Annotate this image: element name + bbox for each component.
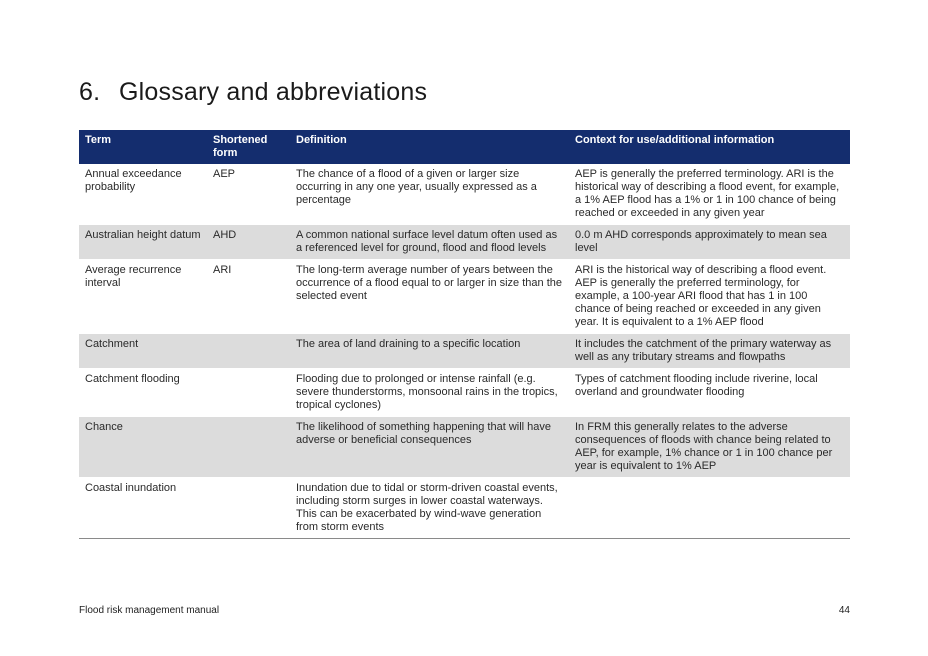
cell-definition: Inundation due to tidal or storm-driven coastal events, including storm surges in lower coastal waterways. This can be exacerbated by wind-wave generation from storm events [290, 478, 569, 539]
cell-short [207, 334, 290, 369]
header-term: Term [79, 130, 207, 164]
table-header-row [79, 130, 850, 164]
cell-context: Types of catchment flooding include riverine, local overland and groundwater flooding [569, 369, 850, 417]
footer-document-title: Flood risk management manual [79, 605, 220, 616]
cell-definition: The long-term average number of years between the occurrence of a flood equal to or larger in size than the selected event [290, 260, 569, 334]
table-row [79, 369, 850, 417]
footer-page-number: 44 [838, 605, 850, 616]
cell-term: Catchment [79, 334, 207, 369]
section-title: Glossary and abbreviations [119, 78, 428, 106]
cell-context: ARI is the historical way of describing a flood event. AEP is generally the preferred terminology, for example, a 100-year ARI flood that has 1 in 100 chance of being reached or exceeded in any given year. It is equivalent to a 1% AEP flood [569, 260, 850, 334]
cell-context: In FRM this generally relates to the adverse consequences of floods with chance being related to AEP, for example, 1% chance or 1 in 100 chance per year is equivalent to 1% AEP [569, 417, 850, 478]
header-context: Context for use/additional information [569, 130, 850, 164]
header-shortened-form: Shortened form [207, 130, 290, 164]
header-definition: Definition [290, 130, 569, 164]
cell-short: AEP [207, 164, 290, 225]
cell-short: AHD [207, 225, 290, 260]
cell-context [569, 478, 850, 539]
cell-definition: The area of land draining to a specific location [290, 334, 569, 369]
table-row [79, 478, 850, 539]
table-row [79, 164, 850, 225]
section-number: 6. [79, 78, 101, 106]
cell-term: Annual exceedance probability [79, 164, 207, 225]
cell-definition: The chance of a flood of a given or larger size occurring in any one year, usually expressed as a percentage [290, 164, 569, 225]
cell-term: Coastal inundation [79, 478, 207, 539]
cell-term: Catchment flooding [79, 369, 207, 417]
cell-context: It includes the catchment of the primary waterway as well as any tributary streams and flowpaths [569, 334, 850, 369]
table-row [79, 260, 850, 334]
cell-definition: The likelihood of something happening that will have adverse or beneficial consequences [290, 417, 569, 478]
table-row [79, 417, 850, 478]
table-row [79, 334, 850, 369]
glossary-table [79, 130, 850, 539]
cell-definition: Flooding due to prolonged or intense rainfall (e.g. severe thunderstorms, monsoonal rains in the tropics, tropical cyclones) [290, 369, 569, 417]
page-title [79, 78, 427, 107]
cell-term: Chance [79, 417, 207, 478]
cell-short [207, 417, 290, 478]
cell-short: ARI [207, 260, 290, 334]
cell-context: 0.0 m AHD corresponds approximately to mean sea level [569, 225, 850, 260]
cell-short [207, 369, 290, 417]
cell-term: Average recurrence interval [79, 260, 207, 334]
cell-short [207, 478, 290, 539]
cell-definition: A common national surface level datum often used as a referenced level for ground, flood and flood levels [290, 225, 569, 260]
cell-term: Australian height datum [79, 225, 207, 260]
cell-context: AEP is generally the preferred terminology. ARI is the historical way of describing a flood event, for example, a 1% AEP flood has a 1% or 1 in 100 chance of being reached or exceeded in any given year [569, 164, 850, 225]
table-row [79, 225, 850, 260]
